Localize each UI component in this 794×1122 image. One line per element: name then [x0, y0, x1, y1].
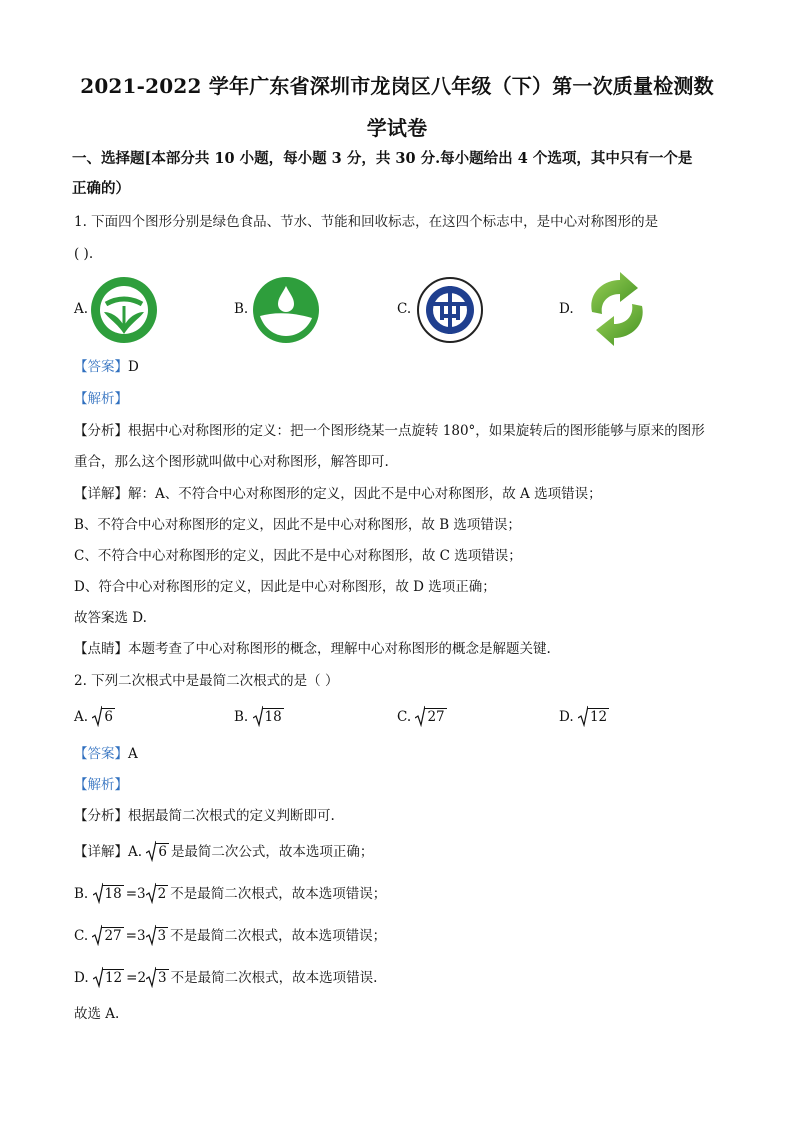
- q2-answer-value: A: [128, 746, 138, 762]
- q2-option-a-label: A.: [74, 709, 89, 725]
- sqrt-symbol: [146, 969, 169, 987]
- section-heading-line1: 一、选择题[本部分共 10 小题，每小题 3 分，共 30 分.每小题给出 4 个选项，其中只有一个是: [72, 150, 693, 167]
- q2-analysis-heading: [74, 776, 128, 794]
- q2-option-c: [397, 708, 449, 726]
- q1-answer-tag: 【答案】: [74, 359, 128, 375]
- q2-detail-a-radicand: 6: [158, 844, 167, 860]
- q2-analysis-tag: 【解析】: [74, 777, 128, 793]
- q2-detail-b-radicand: 18: [104, 886, 122, 902]
- q1-option-a-label: A.: [74, 301, 89, 317]
- q2-detail-b-radicand2: 2: [157, 886, 167, 902]
- q2-option-a: [74, 708, 117, 726]
- q2-detail-d-radicand2: 3: [158, 970, 167, 986]
- equals-sign: =: [125, 928, 137, 944]
- q2-detail-tag: 【详解】: [74, 844, 128, 860]
- sqrt-symbol: [93, 885, 124, 903]
- sqrt-symbol: [92, 708, 115, 726]
- q2-detail-b-text: 不是最简二次根式，故本选项错误；: [170, 886, 387, 902]
- q1-fenxi-line1: [74, 422, 705, 440]
- q2-detail-d-coef: 2: [137, 970, 147, 986]
- sqrt-symbol: [415, 708, 446, 726]
- q2-option-d-radicand: 12: [589, 709, 608, 725]
- q2-option-d-label: D.: [559, 709, 574, 725]
- q2-option-b-label: B.: [234, 709, 249, 725]
- q2-detail-d: [74, 969, 377, 987]
- energy-saving-icon: [416, 276, 484, 344]
- sqrt-symbol: [92, 927, 123, 945]
- q2-fenxi-text: 根据最简二次根式的定义判断即可.: [128, 808, 335, 824]
- q1-dianjing: [74, 640, 551, 658]
- q1-option-d-label: D.: [559, 301, 574, 317]
- q1-detail-line2: B、不符合中心对称图形的定义，因此不是中心对称图形，故 B 选项错误；: [74, 517, 521, 533]
- sqrt-symbol: [253, 708, 284, 726]
- q2-option-b-radicand: 18: [264, 709, 282, 725]
- q1-option-b-label: B.: [234, 301, 249, 317]
- q1-fenxi-tag: 【分析】: [74, 423, 128, 439]
- q1-dianjing-text: 本题考查了中心对称图形的概念，理解中心对称图形的概念是解题关键.: [128, 641, 551, 657]
- q1-detail-line5: 故答案选 D.: [74, 610, 147, 626]
- exam-title-line2: 学试卷: [366, 116, 428, 140]
- q2-detail-c: [74, 927, 386, 945]
- q2-detail-a-text: 是最简二次公式，故本选项正确；: [170, 844, 374, 860]
- q1-dianjing-tag: 【点睛】: [74, 641, 128, 657]
- section-heading-line2: 正确的）: [72, 180, 130, 197]
- q2-detail-c-label: C.: [74, 928, 89, 944]
- q2-conclusion: 故选 A.: [74, 1006, 120, 1022]
- recycle-icon: [578, 272, 656, 346]
- q1-stem-line2: ( ).: [74, 246, 94, 262]
- q2-answer-tag: 【答案】: [74, 746, 128, 762]
- q1-detail-text1: 解：A、不符合中心对称图形的定义，因此不是中心对称图形，故 A 选项错误；: [128, 486, 602, 502]
- q1-fenxi-line2: 重合，那么这个图形就叫做中心对称图形，解答即可.: [74, 454, 389, 470]
- q2-option-d: [559, 708, 611, 726]
- q1-detail-line4: D、符合中心对称图形的定义，因此是中心对称图形，故 D 选项正确；: [74, 579, 496, 595]
- q2-detail-c-text: 不是最简二次根式，故本选项错误；: [170, 928, 387, 944]
- q2-detail-a: [74, 843, 373, 861]
- green-food-icon: [90, 276, 158, 344]
- water-saving-icon: [252, 276, 320, 344]
- q2-detail-d-label: D.: [74, 970, 89, 986]
- q2-option-c-label: C.: [397, 709, 412, 725]
- q1-answer-value: D: [128, 359, 139, 375]
- equals-sign: =: [125, 886, 138, 902]
- q2-fenxi-tag: 【分析】: [74, 808, 128, 824]
- sqrt-symbol: [93, 969, 124, 987]
- q2-detail-b-label: B.: [74, 886, 89, 902]
- q1-detail-line3: C、不符合中心对称图形的定义，因此不是中心对称图形，故 C 选项错误；: [74, 548, 522, 564]
- q2-detail-c-coef: 3: [136, 928, 146, 944]
- q1-fenxi-text1: 根据中心对称图形的定义：把一个图形绕某一点旋转 180°，如果旋转后的图形能够与原来的图形: [128, 423, 705, 439]
- q2-answer: [74, 745, 138, 763]
- q1-stem-line1: 1. 下面四个图形分别是绿色食品、节水、节能和回收标志，在这四个标志中，是中心对称图形的是: [74, 214, 659, 230]
- q2-detail-c-radicand2: 3: [157, 928, 167, 944]
- sqrt-symbol: [578, 708, 609, 726]
- q1-option-c-label: C.: [397, 301, 412, 317]
- q2-detail-d-text: 不是最简二次根式，故本选项错误.: [170, 970, 378, 986]
- q1-analysis-tag: 【解析】: [74, 391, 128, 407]
- q2-option-b: [234, 708, 286, 726]
- exam-title-line1: 2021-2022 学年广东省深圳市龙岗区八年级（下）第一次质量检测数: [80, 74, 714, 98]
- q2-detail-b: [74, 885, 386, 903]
- sqrt-symbol: [146, 843, 169, 861]
- q2-option-a-radicand: 6: [104, 709, 113, 725]
- q2-detail-b-coef: 3: [137, 886, 146, 902]
- equals-sign: =: [126, 970, 138, 986]
- sqrt-symbol: [146, 885, 169, 903]
- q2-detail-d-radicand: 12: [104, 970, 123, 986]
- q1-detail-line1: [74, 485, 602, 503]
- q2-detail-a-label: A.: [128, 844, 143, 860]
- sqrt-symbol: [146, 927, 169, 945]
- q2-option-c-radicand: 27: [427, 709, 445, 725]
- q2-detail-c-radicand: 27: [104, 928, 122, 944]
- q2-fenxi: [74, 807, 335, 825]
- q1-answer: [74, 358, 139, 376]
- q1-detail-tag: 【详解】: [74, 486, 128, 502]
- q2-stem: 2. 下列二次根式中是最简二次根式的是（ ）: [74, 673, 339, 689]
- q1-analysis-heading: [74, 390, 128, 408]
